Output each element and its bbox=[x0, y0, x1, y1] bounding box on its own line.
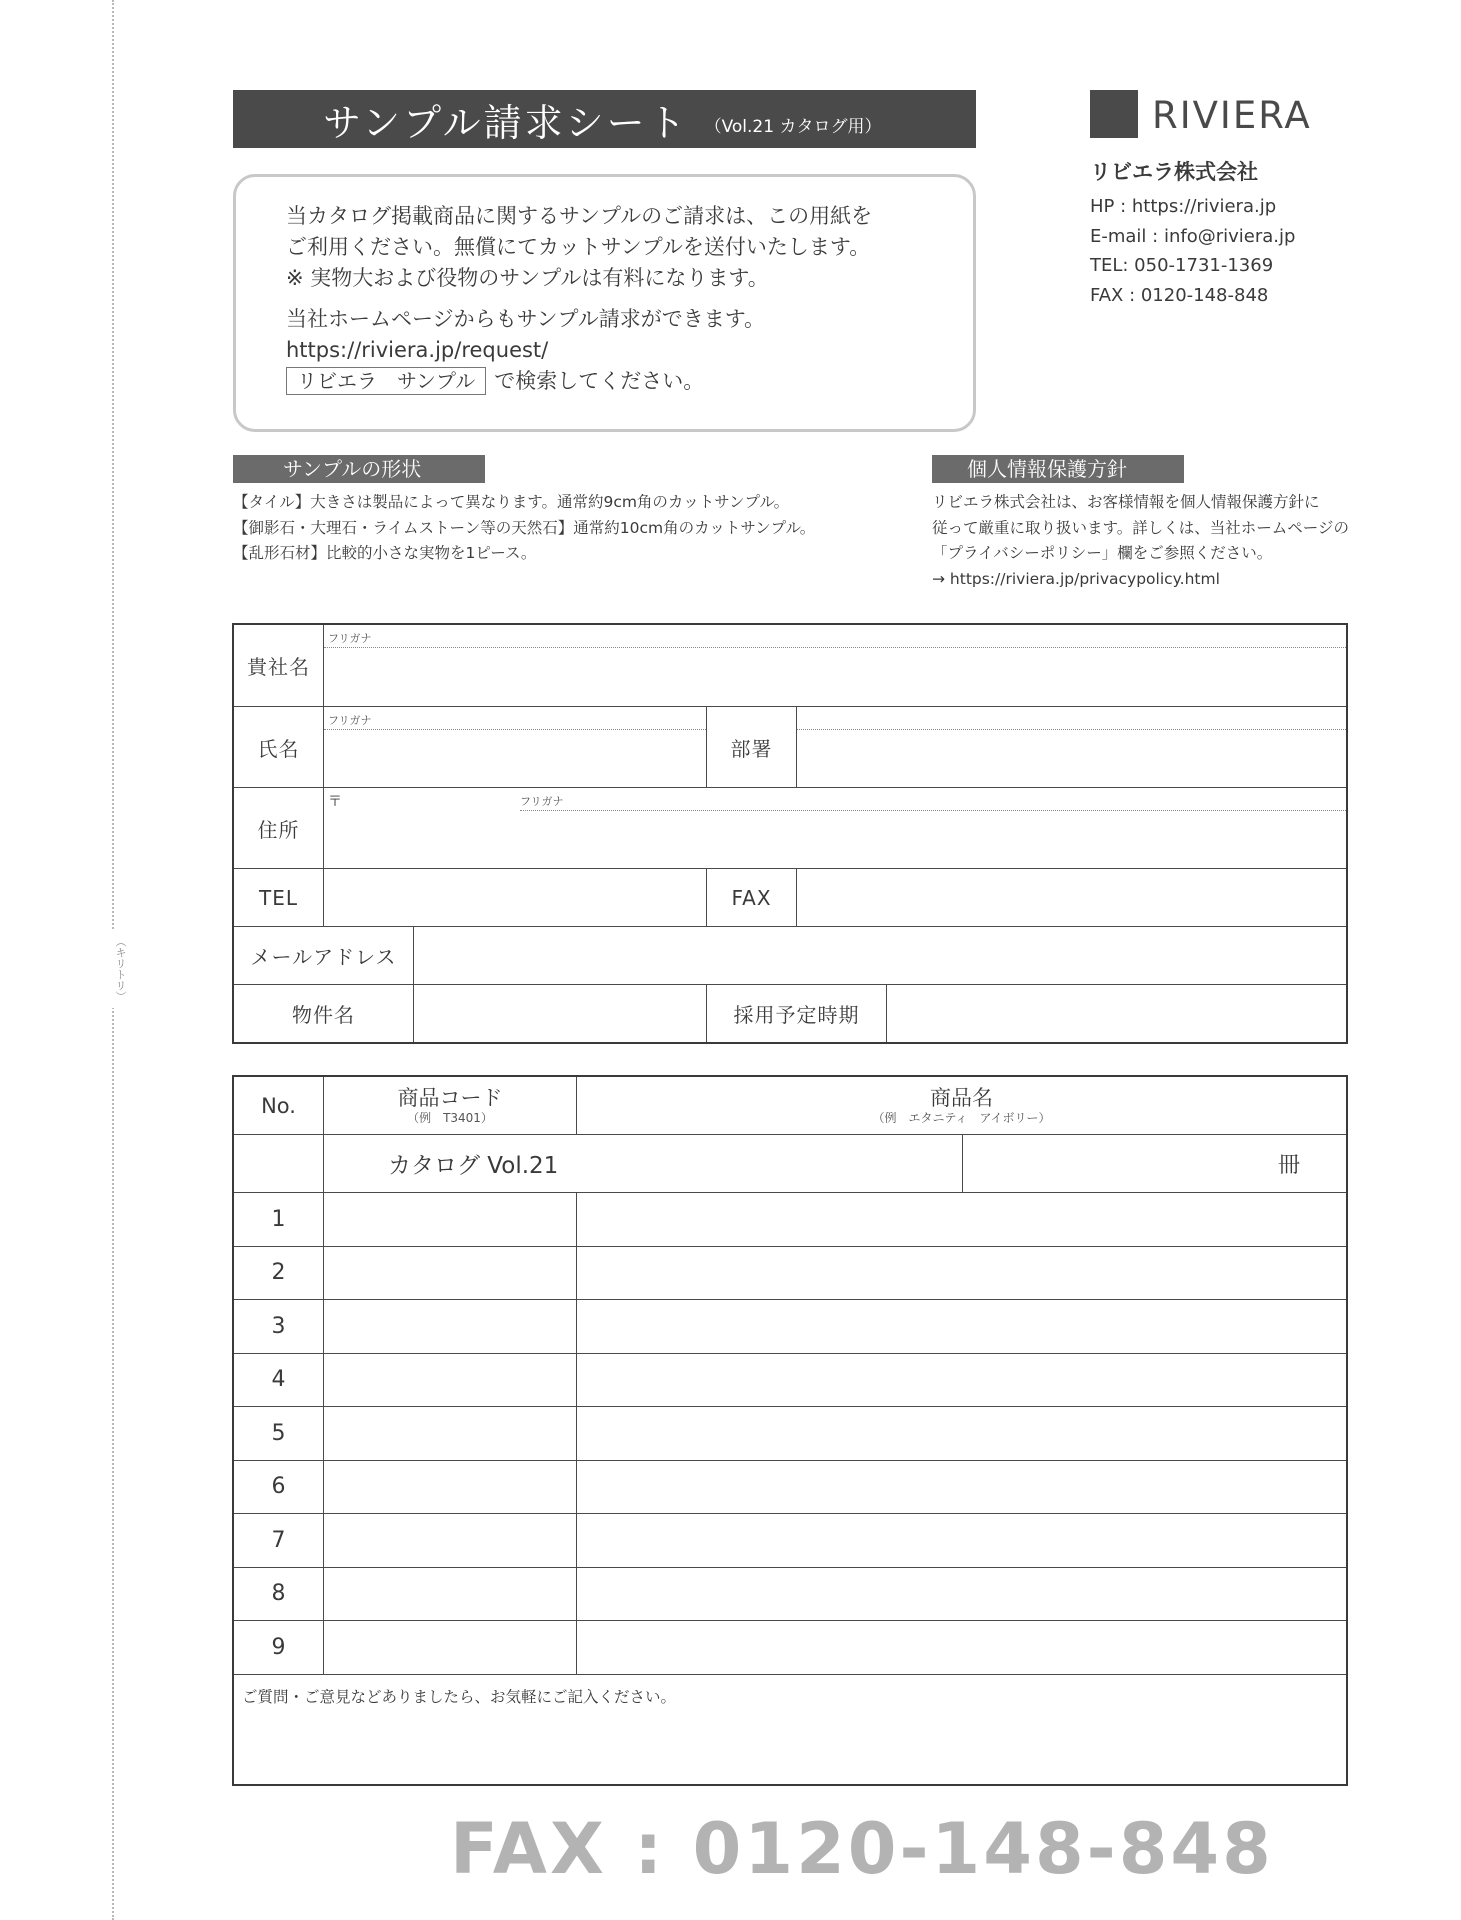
title-bar bbox=[233, 90, 976, 148]
product-code-field[interactable] bbox=[324, 1246, 577, 1300]
sample-shape-line: 【タイル】大きさは製品によって異なります。通常約9cm角のカットサンプル。 bbox=[233, 493, 790, 511]
row-number: 7 bbox=[234, 1514, 324, 1568]
logo-square-icon bbox=[1090, 90, 1138, 138]
request-url: https://riviera.jp/request/ bbox=[286, 338, 549, 362]
search-instruction bbox=[286, 366, 973, 397]
fax-label: FAX bbox=[707, 869, 797, 927]
address-field[interactable] bbox=[324, 788, 1347, 869]
company-name-field[interactable] bbox=[324, 625, 1347, 707]
name-label: 氏名 bbox=[234, 707, 324, 788]
logo-wordmark: RIVIERA bbox=[1152, 94, 1312, 137]
address-label: 住所 bbox=[234, 788, 324, 869]
row-number: 3 bbox=[234, 1300, 324, 1354]
sample-shape-line: 【乱形石材】比較的小さな実物を1ピース。 bbox=[233, 544, 537, 562]
name-field[interactable] bbox=[324, 707, 707, 788]
notice-line: 当社ホームページからもサンプル請求ができます。 bbox=[286, 307, 766, 331]
privacy-line: 「プライバシーポリシー」欄をご参照ください。 bbox=[932, 544, 1273, 562]
product-name-field[interactable] bbox=[577, 1460, 1347, 1514]
fax-number-footer: FAX : 0120-148-848 bbox=[450, 1808, 1274, 1890]
notice-line: ※ 実物大および役物のサンプルは有料になります。 bbox=[286, 266, 769, 290]
cut-label: （キリトリ） bbox=[96, 930, 128, 1008]
product-code-field[interactable] bbox=[324, 1514, 577, 1568]
page-title: サンプル請求シート bbox=[323, 100, 689, 145]
row-number: 1 bbox=[234, 1193, 324, 1247]
product-code-field[interactable] bbox=[324, 1193, 577, 1247]
notice-box bbox=[233, 174, 976, 432]
catalog-label: カタログ Vol.21 bbox=[324, 1135, 963, 1193]
privacy-line: 従って厳重に取り扱います。詳しくは、当社ホームページの bbox=[932, 518, 1349, 537]
name-header: 商品名 （例 エタニティ アイボリー） bbox=[577, 1077, 1347, 1135]
search-suffix: で検索してください。 bbox=[494, 369, 705, 393]
project-label: 物件名 bbox=[234, 985, 414, 1043]
product-name-field[interactable] bbox=[577, 1300, 1347, 1354]
product-code-field[interactable] bbox=[324, 1300, 577, 1354]
company-hp: HP : https://riviera.jp bbox=[1090, 196, 1277, 217]
adoption-field[interactable] bbox=[887, 985, 1347, 1043]
product-name-field[interactable] bbox=[577, 1407, 1347, 1461]
row-number: 9 bbox=[234, 1621, 324, 1675]
comment-label: ご質問・ご意見などありましたら、お気軽にご記入ください。 bbox=[242, 1687, 677, 1706]
product-name-field[interactable] bbox=[577, 1567, 1347, 1621]
email-field[interactable] bbox=[414, 927, 1347, 985]
furigana-label: フリガナ bbox=[520, 795, 564, 808]
product-code-field[interactable] bbox=[324, 1621, 577, 1675]
company-label: 貴社名 bbox=[234, 625, 324, 707]
notice-line: 当カタログ掲載商品に関するサンプルのご請求は、この用紙を bbox=[286, 204, 873, 228]
page-subtitle: （Vol.21 カタログ用） bbox=[704, 116, 882, 137]
company-tel: TEL: 050-1731-1369 bbox=[1090, 255, 1274, 276]
product-code-field[interactable] bbox=[324, 1407, 577, 1461]
company-name: リビエラ株式会社 bbox=[1090, 160, 1258, 184]
catalog-copies-field[interactable] bbox=[963, 1135, 1347, 1193]
product-name-field[interactable] bbox=[577, 1246, 1347, 1300]
privacy-text bbox=[932, 490, 1349, 592]
privacy-line: リビエラ株式会社は、お客様情報を個人情報保護方針に bbox=[932, 493, 1320, 511]
email-label: メールアドレス bbox=[234, 927, 414, 985]
comment-field[interactable] bbox=[234, 1674, 1347, 1784]
privacy-url: → https://riviera.jp/privacypolicy.html bbox=[932, 569, 1220, 588]
furigana-label: フリガナ bbox=[328, 632, 372, 645]
sample-shape-line: 【御影石・大理石・ライムストーン等の天然石】通常約10cm角のカットサンプル。 bbox=[233, 518, 816, 537]
product-name-field[interactable] bbox=[577, 1621, 1347, 1675]
sample-shape-text bbox=[233, 490, 815, 567]
row-number: 5 bbox=[234, 1407, 324, 1461]
company-email: E-mail : info@riviera.jp bbox=[1090, 225, 1296, 247]
fax-field[interactable] bbox=[797, 869, 1347, 927]
product-code-field[interactable] bbox=[324, 1353, 577, 1407]
copies-unit: 冊 bbox=[1277, 1153, 1300, 1178]
postal-mark: 〒 bbox=[328, 794, 342, 810]
privacy-heading: 個人情報保護方針 bbox=[932, 455, 1184, 483]
row-number: 8 bbox=[234, 1567, 324, 1621]
product-code-field[interactable] bbox=[324, 1460, 577, 1514]
product-code-field[interactable] bbox=[324, 1567, 577, 1621]
customer-info-form bbox=[233, 624, 1347, 1043]
catalog-no-cell bbox=[234, 1135, 324, 1193]
project-field[interactable] bbox=[414, 985, 707, 1043]
sample-shape-heading: サンプルの形状 bbox=[233, 455, 485, 483]
department-field[interactable] bbox=[797, 707, 1347, 788]
code-header: 商品コード （例 T3401） bbox=[324, 1077, 577, 1135]
row-number: 4 bbox=[234, 1353, 324, 1407]
code-example: （例 T3401） bbox=[407, 1110, 493, 1125]
tel-field[interactable] bbox=[324, 869, 707, 927]
name-example: （例 エタニティ アイボリー） bbox=[872, 1110, 1051, 1125]
product-name-field[interactable] bbox=[577, 1193, 1347, 1247]
product-name-field[interactable] bbox=[577, 1353, 1347, 1407]
product-name-field[interactable] bbox=[577, 1514, 1347, 1568]
search-keyword-box: リビエラ サンプル bbox=[286, 367, 486, 395]
tel-label: TEL bbox=[234, 869, 324, 927]
product-table bbox=[233, 1076, 1347, 1785]
company-fax: FAX : 0120-148-848 bbox=[1090, 284, 1269, 306]
row-number: 6 bbox=[234, 1460, 324, 1514]
furigana-label: フリガナ bbox=[328, 714, 372, 727]
company-contact bbox=[1090, 192, 1295, 310]
riviera-logo bbox=[1090, 90, 1320, 140]
no-header: No. bbox=[234, 1077, 324, 1135]
row-number: 2 bbox=[234, 1246, 324, 1300]
department-label: 部署 bbox=[707, 707, 797, 788]
notice-line: ご利用ください。無償にてカットサンプルを送付いたします。 bbox=[286, 235, 871, 259]
adoption-label: 採用予定時期 bbox=[707, 985, 887, 1043]
